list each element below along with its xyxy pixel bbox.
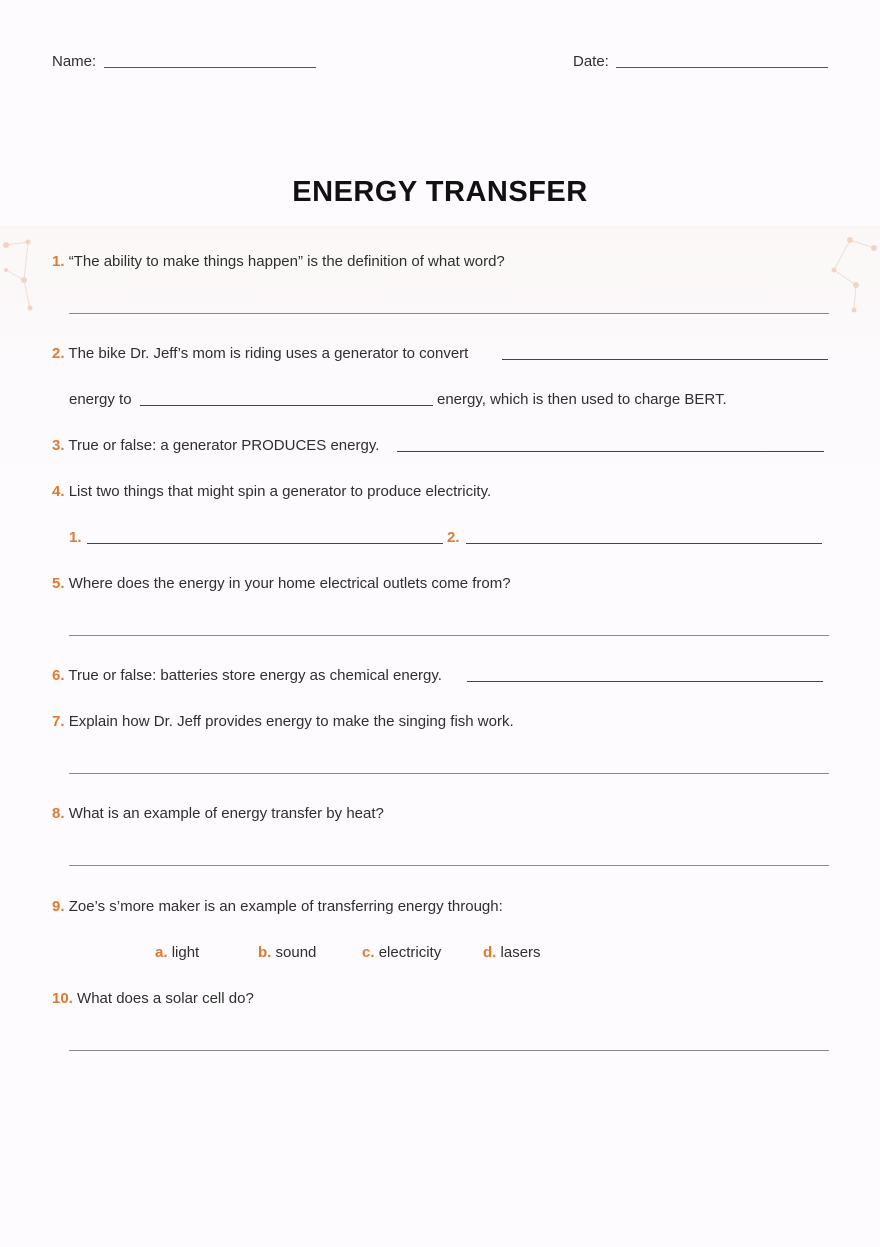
question-number: 2. xyxy=(52,345,65,362)
question-text: What does a solar cell do? xyxy=(77,990,254,1007)
question-number: 6. xyxy=(52,667,65,684)
question-text: What is an example of energy transfer by heat? xyxy=(68,805,384,822)
question-1 xyxy=(52,252,505,272)
question-text: True or false: a generator PRODUCES energy. xyxy=(68,437,380,454)
question-3 xyxy=(52,436,379,456)
question-text: Explain how Dr. Jeff provides energy to make the singing fish work. xyxy=(68,713,514,730)
question-number: 3. xyxy=(52,437,65,454)
question-6 xyxy=(52,666,442,686)
decorative-dots-right xyxy=(820,230,880,320)
option-letter: a. xyxy=(155,944,168,961)
option-label: lasers xyxy=(500,944,541,961)
background-band xyxy=(0,225,880,1247)
question-2-end: energy, which is then used to charge BERT. xyxy=(437,391,727,408)
answer-line-7[interactable] xyxy=(69,773,829,774)
option-label: sound xyxy=(275,944,317,961)
question-text: List two things that might spin a generator to produce electricity. xyxy=(68,483,492,500)
question-number: 1. xyxy=(52,253,65,270)
option-label: electricity xyxy=(378,944,442,961)
answer-blank-3[interactable] xyxy=(397,451,824,452)
question-text: True or false: batteries store energy as chemical energy. xyxy=(68,667,442,684)
question-text: “The ability to make things happen” is the definition of what word? xyxy=(68,253,505,270)
subitem-1-number: 1. xyxy=(69,529,82,546)
option-b[interactable] xyxy=(258,943,316,963)
answer-blank-2b[interactable] xyxy=(140,405,433,406)
question-8 xyxy=(52,804,384,824)
option-label: light xyxy=(171,944,200,961)
date-label: Date: xyxy=(573,53,609,70)
question-2-continued: energy to xyxy=(69,391,132,408)
answer-line-8[interactable] xyxy=(69,865,829,866)
question-number: 10. xyxy=(52,990,73,1007)
answer-blank-2a[interactable] xyxy=(502,359,828,360)
question-5 xyxy=(52,574,511,594)
subitem-2-number: 2. xyxy=(447,529,460,546)
option-letter: d. xyxy=(483,944,497,961)
question-10 xyxy=(52,989,254,1009)
page-title: ENERGY TRANSFER xyxy=(292,176,588,208)
question-text: Where does the energy in your home electrical outlets come from? xyxy=(68,575,511,592)
question-4 xyxy=(52,482,491,502)
question-text: The bike Dr. Jeff’s mom is riding uses a generator to convert xyxy=(68,345,469,362)
name-field-line[interactable] xyxy=(104,67,316,68)
answer-blank-4-1[interactable] xyxy=(87,543,443,544)
answer-blank-4-2[interactable] xyxy=(466,543,822,544)
date-field-line[interactable] xyxy=(616,67,828,68)
question-number: 8. xyxy=(52,805,65,822)
question-number: 9. xyxy=(52,898,65,915)
answer-line-10[interactable] xyxy=(69,1050,829,1051)
answer-line-1[interactable] xyxy=(69,313,829,314)
option-d[interactable] xyxy=(483,943,541,963)
question-2 xyxy=(52,344,468,364)
option-a[interactable] xyxy=(155,943,199,963)
answer-line-5[interactable] xyxy=(69,635,829,636)
name-label: Name: xyxy=(52,53,97,70)
question-7 xyxy=(52,712,514,732)
decorative-dots-left xyxy=(0,230,50,320)
option-letter: b. xyxy=(258,944,272,961)
question-text: Zoe’s s’more maker is an example of transferring energy through: xyxy=(68,898,503,915)
question-9 xyxy=(52,897,503,917)
option-letter: c. xyxy=(362,944,375,961)
option-c[interactable] xyxy=(362,943,441,963)
question-number: 4. xyxy=(52,483,65,500)
answer-blank-6[interactable] xyxy=(467,681,823,682)
question-number: 7. xyxy=(52,713,65,730)
question-number: 5. xyxy=(52,575,65,592)
